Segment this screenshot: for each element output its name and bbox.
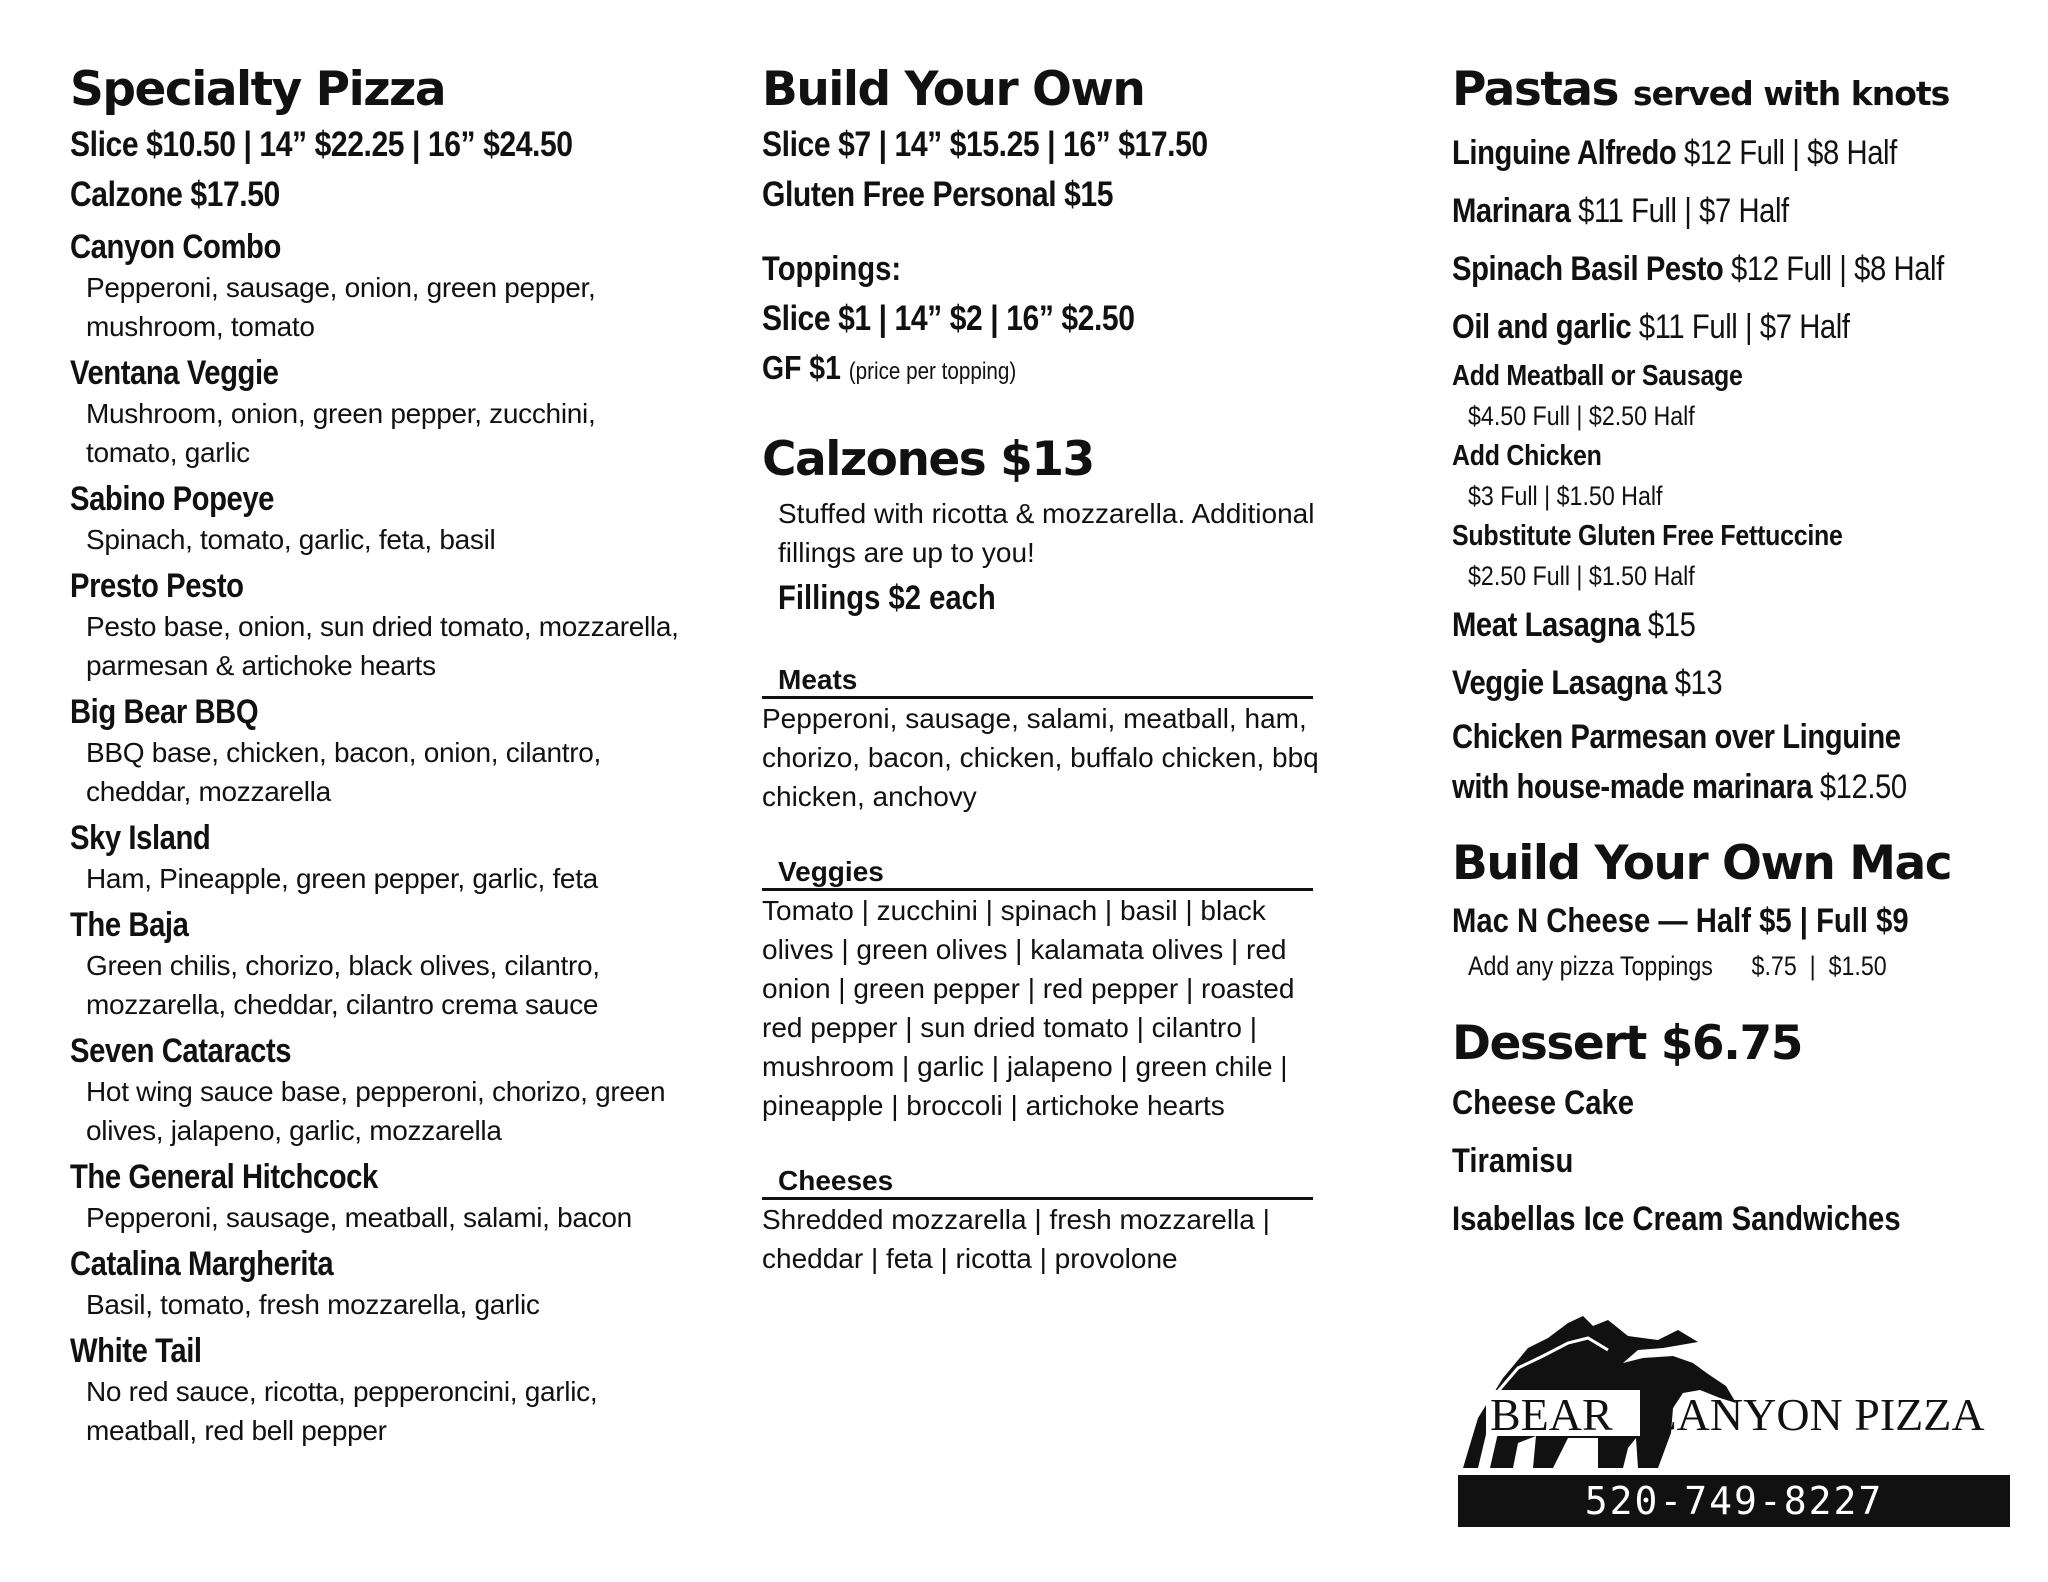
meat-lasagna-name: Meat Lasagna [1452, 606, 1641, 644]
veggie-lasagna-name: Veggie Lasagna [1452, 664, 1667, 702]
pizza-name-text: Ventana Veggie [70, 354, 279, 392]
pasta-name: Linguine Alfredo [1452, 134, 1677, 172]
pizza-name [70, 478, 680, 520]
pizza-description: Mushroom, onion, green pepper, zucchini, tomato, garlic [86, 398, 596, 468]
meat-lasagna-price: $15 [1647, 606, 1696, 644]
filling-section-label: Meats [762, 664, 1313, 699]
dessert-item [1452, 1190, 2012, 1248]
pasta-addon-name-text: Add Meatball or Sausage [1452, 360, 1743, 392]
pizza-name-text: Sabino Popeye [70, 480, 275, 518]
pizza-name [70, 904, 680, 946]
pizza-description: No red sauce, ricotta, pepperoncini, garlic, meatball, red bell pepper [86, 1376, 598, 1446]
meat-lasagna [1452, 596, 2012, 654]
mac-n-cheese-text: Mac N Cheese — Half $5 | Full $9 [1452, 902, 1909, 940]
specialty-pizza-title: Specialty Pizza [70, 62, 446, 117]
pasta-name: Marinara [1452, 192, 1571, 230]
specialty-price-text: Slice $10.50 | 14” $22.25 | 16” $24.50 [70, 125, 573, 164]
toppings-price-text: Slice $1 | 14” $2 | 16” $2.50 [762, 299, 1135, 338]
filling-section-label: Veggies [762, 856, 1313, 891]
pizza-description: Ham, Pineapple, green pepper, garlic, feta [86, 863, 598, 894]
calzones-fillings-price [778, 572, 1322, 624]
pasta-addon-name [1452, 356, 2012, 396]
pasta-addon-price-text: $4.50 Full | $2.50 Half [1468, 401, 1695, 431]
pasta-addon-price-text: $2.50 Full | $1.50 Half [1468, 561, 1695, 591]
pizza-name-text: Big Bear BBQ [70, 693, 259, 731]
pizza-description: Pepperoni, sausage, onion, green pepper, mushroom, tomato [86, 272, 596, 342]
dessert-item-text: Cheese Cake [1452, 1084, 1635, 1122]
pizza-name [70, 352, 680, 394]
pastas-section [1452, 60, 2012, 1248]
pasta-addon-list [1452, 356, 2012, 596]
pizza-name-text: Catalina Margherita [70, 1245, 334, 1283]
pastas-title [1452, 60, 2012, 124]
chicken-parmesan-name2: with house-made marinara [1452, 768, 1813, 806]
dessert-item-text: Isabellas Ice Cream Sandwiches [1452, 1200, 1901, 1238]
dessert-title: Dessert $6.75 [1452, 1016, 1802, 1071]
chicken-parmesan-price: $12.50 [1819, 768, 1907, 806]
pizza-description: Pesto base, onion, sun dried tomato, mozzarella, parmesan & artichoke hearts [86, 611, 679, 681]
dessert-list [1452, 1074, 2012, 1248]
pasta-price: $11 Full | $7 Half [1638, 308, 1850, 346]
pizza-name [70, 565, 680, 607]
specialty-calzone-price [70, 170, 680, 220]
pasta-name: Spinach Basil Pesto [1452, 250, 1724, 288]
gf-topping-line [762, 344, 1322, 396]
toppings-label-text: Toppings: [762, 250, 902, 288]
specialty-pizza-section [70, 60, 680, 1450]
pasta-price: $11 Full | $7 Half [1578, 192, 1789, 230]
pastas-title-text: Pastas [1452, 62, 1619, 117]
filling-section-list: Tomato | zucchini | spinach | basil | black olives | green olives | kalamata olives | red onion | green pepper | red pepper | roasted red pepper | sun dried tomato | cilantro | mushroom | garlic | jalapeno | green chile | pineapple | broccoli | artichoke hearts [762, 895, 1295, 1121]
pizza-description: Spinach, tomato, garlic, feta, basil [86, 524, 496, 555]
pasta-addon-name [1452, 516, 2012, 556]
pasta-item [1452, 298, 2012, 356]
filling-section-label: Cheeses [762, 1165, 1313, 1200]
gf-topping-price: GF $1 [762, 349, 841, 386]
mac-title: Build Your Own Mac [1452, 836, 1952, 891]
calzone-fillings-sections [762, 664, 1322, 1278]
pizza-description: Pepperoni, sausage, meatball, salami, bacon [86, 1202, 632, 1233]
pizza-name [70, 1030, 680, 1072]
pasta-name: Oil and garlic [1452, 308, 1632, 346]
mac-add-label: Add any pizza Toppings [1468, 951, 1713, 981]
pasta-list [1452, 124, 2012, 356]
phone-number: 520-749-8227 [1458, 1475, 2010, 1527]
pastas-subtitle: served with knots [1632, 74, 1950, 113]
pizza-name-text: Presto Pesto [70, 567, 244, 605]
pasta-addon-name-text: Substitute Gluten Free Fettuccine [1452, 520, 1843, 552]
toppings-price-line [762, 294, 1322, 344]
pasta-item [1452, 124, 2012, 182]
pizza-name-text: The Baja [70, 906, 189, 944]
gf-topping-note: (price per topping) [848, 358, 1017, 385]
chicken-parmesan-name1: Chicken Parmesan over Linguine [1452, 718, 1901, 756]
byo-price-text: Slice $7 | 14” $15.25 | 16” $17.50 [762, 125, 1208, 164]
pizza-description: Green chilis, chorizo, black olives, cilantro, mozzarella, cheddar, cilantro crema sauce [86, 950, 600, 1020]
pizza-name [70, 817, 680, 859]
pizza-name [70, 1243, 680, 1285]
calzones-fillings-text: Fillings $2 each [778, 579, 996, 617]
byo-price-line [762, 120, 1322, 170]
mac-add-toppings [1468, 948, 2012, 984]
pizza-description: BBQ base, chicken, bacon, onion, cilantro, cheddar, mozzarella [86, 737, 602, 807]
veggie-lasagna [1452, 654, 2012, 712]
pasta-addon-name-text: Add Chicken [1452, 440, 1602, 472]
pasta-addon-name [1452, 436, 2012, 476]
chicken-parmesan-line2 [1452, 762, 2012, 812]
pasta-item [1452, 240, 2012, 298]
pizza-name [70, 226, 680, 268]
specialty-calzone-text: Calzone $17.50 [70, 175, 280, 214]
pasta-addon-price [1468, 556, 2012, 596]
dessert-item-text: Tiramisu [1452, 1142, 1574, 1180]
pizza-name-text: Canyon Combo [70, 228, 281, 266]
mac-n-cheese-line [1452, 894, 2012, 948]
pizza-name-text: White Tail [70, 1332, 202, 1370]
logo-canyon-text: CANYON PIZZA [1646, 1389, 1985, 1440]
pasta-addon-price-text: $3 Full | $1.50 Half [1468, 481, 1663, 511]
build-your-own-section [762, 60, 1322, 1278]
specialty-pizza-list [70, 226, 680, 1450]
build-your-own-title: Build Your Own [762, 62, 1145, 117]
pasta-price: $12 Full | $8 Half [1684, 134, 1897, 172]
pasta-item [1452, 182, 2012, 240]
dessert-item [1452, 1074, 2012, 1132]
byo-gluten-free-line [762, 170, 1322, 220]
dessert-item [1452, 1132, 2012, 1190]
specialty-price-line [70, 120, 680, 170]
mac-add-prices: $.75 | $1.50 [1751, 951, 1887, 981]
calzones-title: Calzones $13 [762, 432, 1094, 487]
pasta-addon-price [1468, 476, 2012, 516]
veggie-lasagna-price: $13 [1674, 664, 1723, 702]
calzones-description: Stuffed with ricotta & mozzarella. Additional fillings are up to you! [778, 498, 1315, 568]
pasta-price: $12 Full | $8 Half [1731, 250, 1944, 288]
pizza-name-text: Seven Cataracts [70, 1032, 292, 1070]
pizza-name [70, 1156, 680, 1198]
pizza-name-text: The General Hitchcock [70, 1158, 378, 1196]
pizza-name [70, 691, 680, 733]
chicken-parmesan-line1 [1452, 712, 2012, 762]
pizza-name [70, 1330, 680, 1372]
byo-gluten-free-text: Gluten Free Personal $15 [762, 175, 1114, 214]
pizza-description: Basil, tomato, fresh mozzarella, garlic [86, 1289, 540, 1320]
pasta-addon-price [1468, 396, 2012, 436]
logo-bear-text: BEAR [1490, 1389, 1613, 1440]
filling-section-list: Shredded mozzarella | fresh mozzarella | cheddar | feta | ricotta | provolone [762, 1204, 1270, 1274]
filling-section-list: Pepperoni, sausage, salami, meatball, ham, chorizo, bacon, chicken, buffalo chicken, bbq chicken, anchovy [762, 703, 1319, 812]
pizza-name-text: Sky Island [70, 819, 211, 857]
pizza-description: Hot wing sauce base, pepperoni, chorizo, green olives, jalapeno, garlic, mozzarella [86, 1076, 666, 1146]
toppings-label [762, 244, 1322, 294]
